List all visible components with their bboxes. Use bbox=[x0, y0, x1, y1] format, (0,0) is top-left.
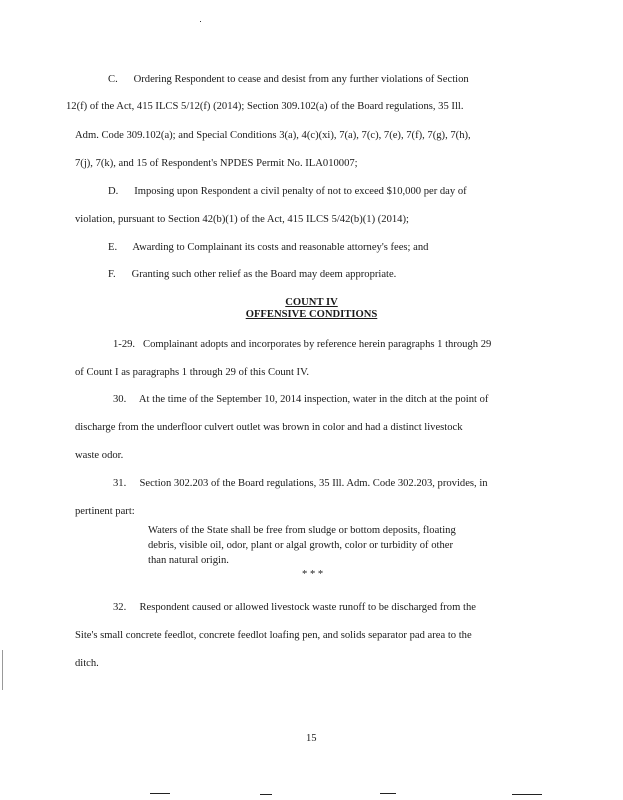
scan-edge-mark bbox=[2, 650, 3, 690]
scan-edge-mark bbox=[380, 793, 396, 794]
count-title: COUNT IV bbox=[285, 297, 338, 308]
scan-edge-mark bbox=[260, 794, 272, 795]
para-31-line-1: 31. Section 302.203 of the Board regulations, 35 Ill. Adm. Code 302.203, provides, in bbox=[113, 478, 488, 489]
scan-edge-mark bbox=[512, 794, 542, 795]
para-32-line-2: Site's small concrete feedlot, concrete feedlot loafing pen, and solids separator pad area to the bbox=[75, 630, 472, 641]
quote-ellipsis-stars: * * * bbox=[302, 569, 324, 580]
para-1-29-line-1: 1-29. Complainant adopts and incorporates by reference herein paragraphs 1 through 29 bbox=[113, 339, 492, 350]
para-32-line-1: 32. Respondent caused or allowed livestock waste runoff to be discharged from the bbox=[113, 602, 476, 613]
para-d-line-1: D. Imposing upon Respondent a civil penalty of not to exceed $10,000 per day of bbox=[108, 186, 467, 197]
para-d-line-2: violation, pursuant to Section 42(b)(1) of the Act, 415 ILCS 5/42(b)(1) (2014); bbox=[75, 214, 409, 225]
scan-edge-mark bbox=[150, 793, 170, 794]
page-number: 15 bbox=[306, 733, 317, 744]
para-1-29-line-2: of Count I as paragraphs 1 through 29 of this Count IV. bbox=[75, 367, 310, 378]
para-e: E. Awarding to Complainant its costs and reasonable attorney's fees; and bbox=[108, 242, 429, 253]
para-c-line-1: C. Ordering Respondent to cease and desist from any further violations of Section bbox=[108, 74, 469, 85]
para-32-line-3: ditch. bbox=[75, 658, 99, 669]
para-30-line-3: waste odor. bbox=[75, 450, 124, 461]
para-30-line-1: 30. At the time of the September 10, 2014 inspection, water in the ditch at the point of bbox=[113, 394, 489, 405]
scan-speck bbox=[200, 21, 201, 22]
para-c-line-4: 7(j), 7(k), and 15 of Respondent's NPDES Permit No. ILA010007; bbox=[75, 158, 358, 169]
quote-line-3: than natural origin. bbox=[148, 555, 229, 566]
quote-line-2: debris, visible oil, odor, plant or algal growth, color or turbidity of other bbox=[148, 540, 453, 551]
count-subtitle: OFFENSIVE CONDITIONS bbox=[245, 309, 378, 320]
para-31-line-2: pertinent part: bbox=[75, 506, 135, 517]
para-f: F. Granting such other relief as the Board may deem appropriate. bbox=[108, 269, 397, 280]
para-30-line-2: discharge from the underfloor culvert outlet was brown in color and had a distinct livestock bbox=[75, 422, 463, 433]
para-c-line-3: Adm. Code 309.102(a); and Special Conditions 3(a), 4(c)(xi), 7(a), 7(c), 7(e), 7(f), 7(g), 7(h), bbox=[75, 130, 471, 141]
quote-line-1: Waters of the State shall be free from sludge or bottom deposits, floating bbox=[148, 525, 456, 536]
para-c-line-2: 12(f) of the Act, 415 ILCS 5/12(f) (2014); Section 309.102(a) of the Board regulations, 35 Ill. bbox=[66, 101, 464, 112]
